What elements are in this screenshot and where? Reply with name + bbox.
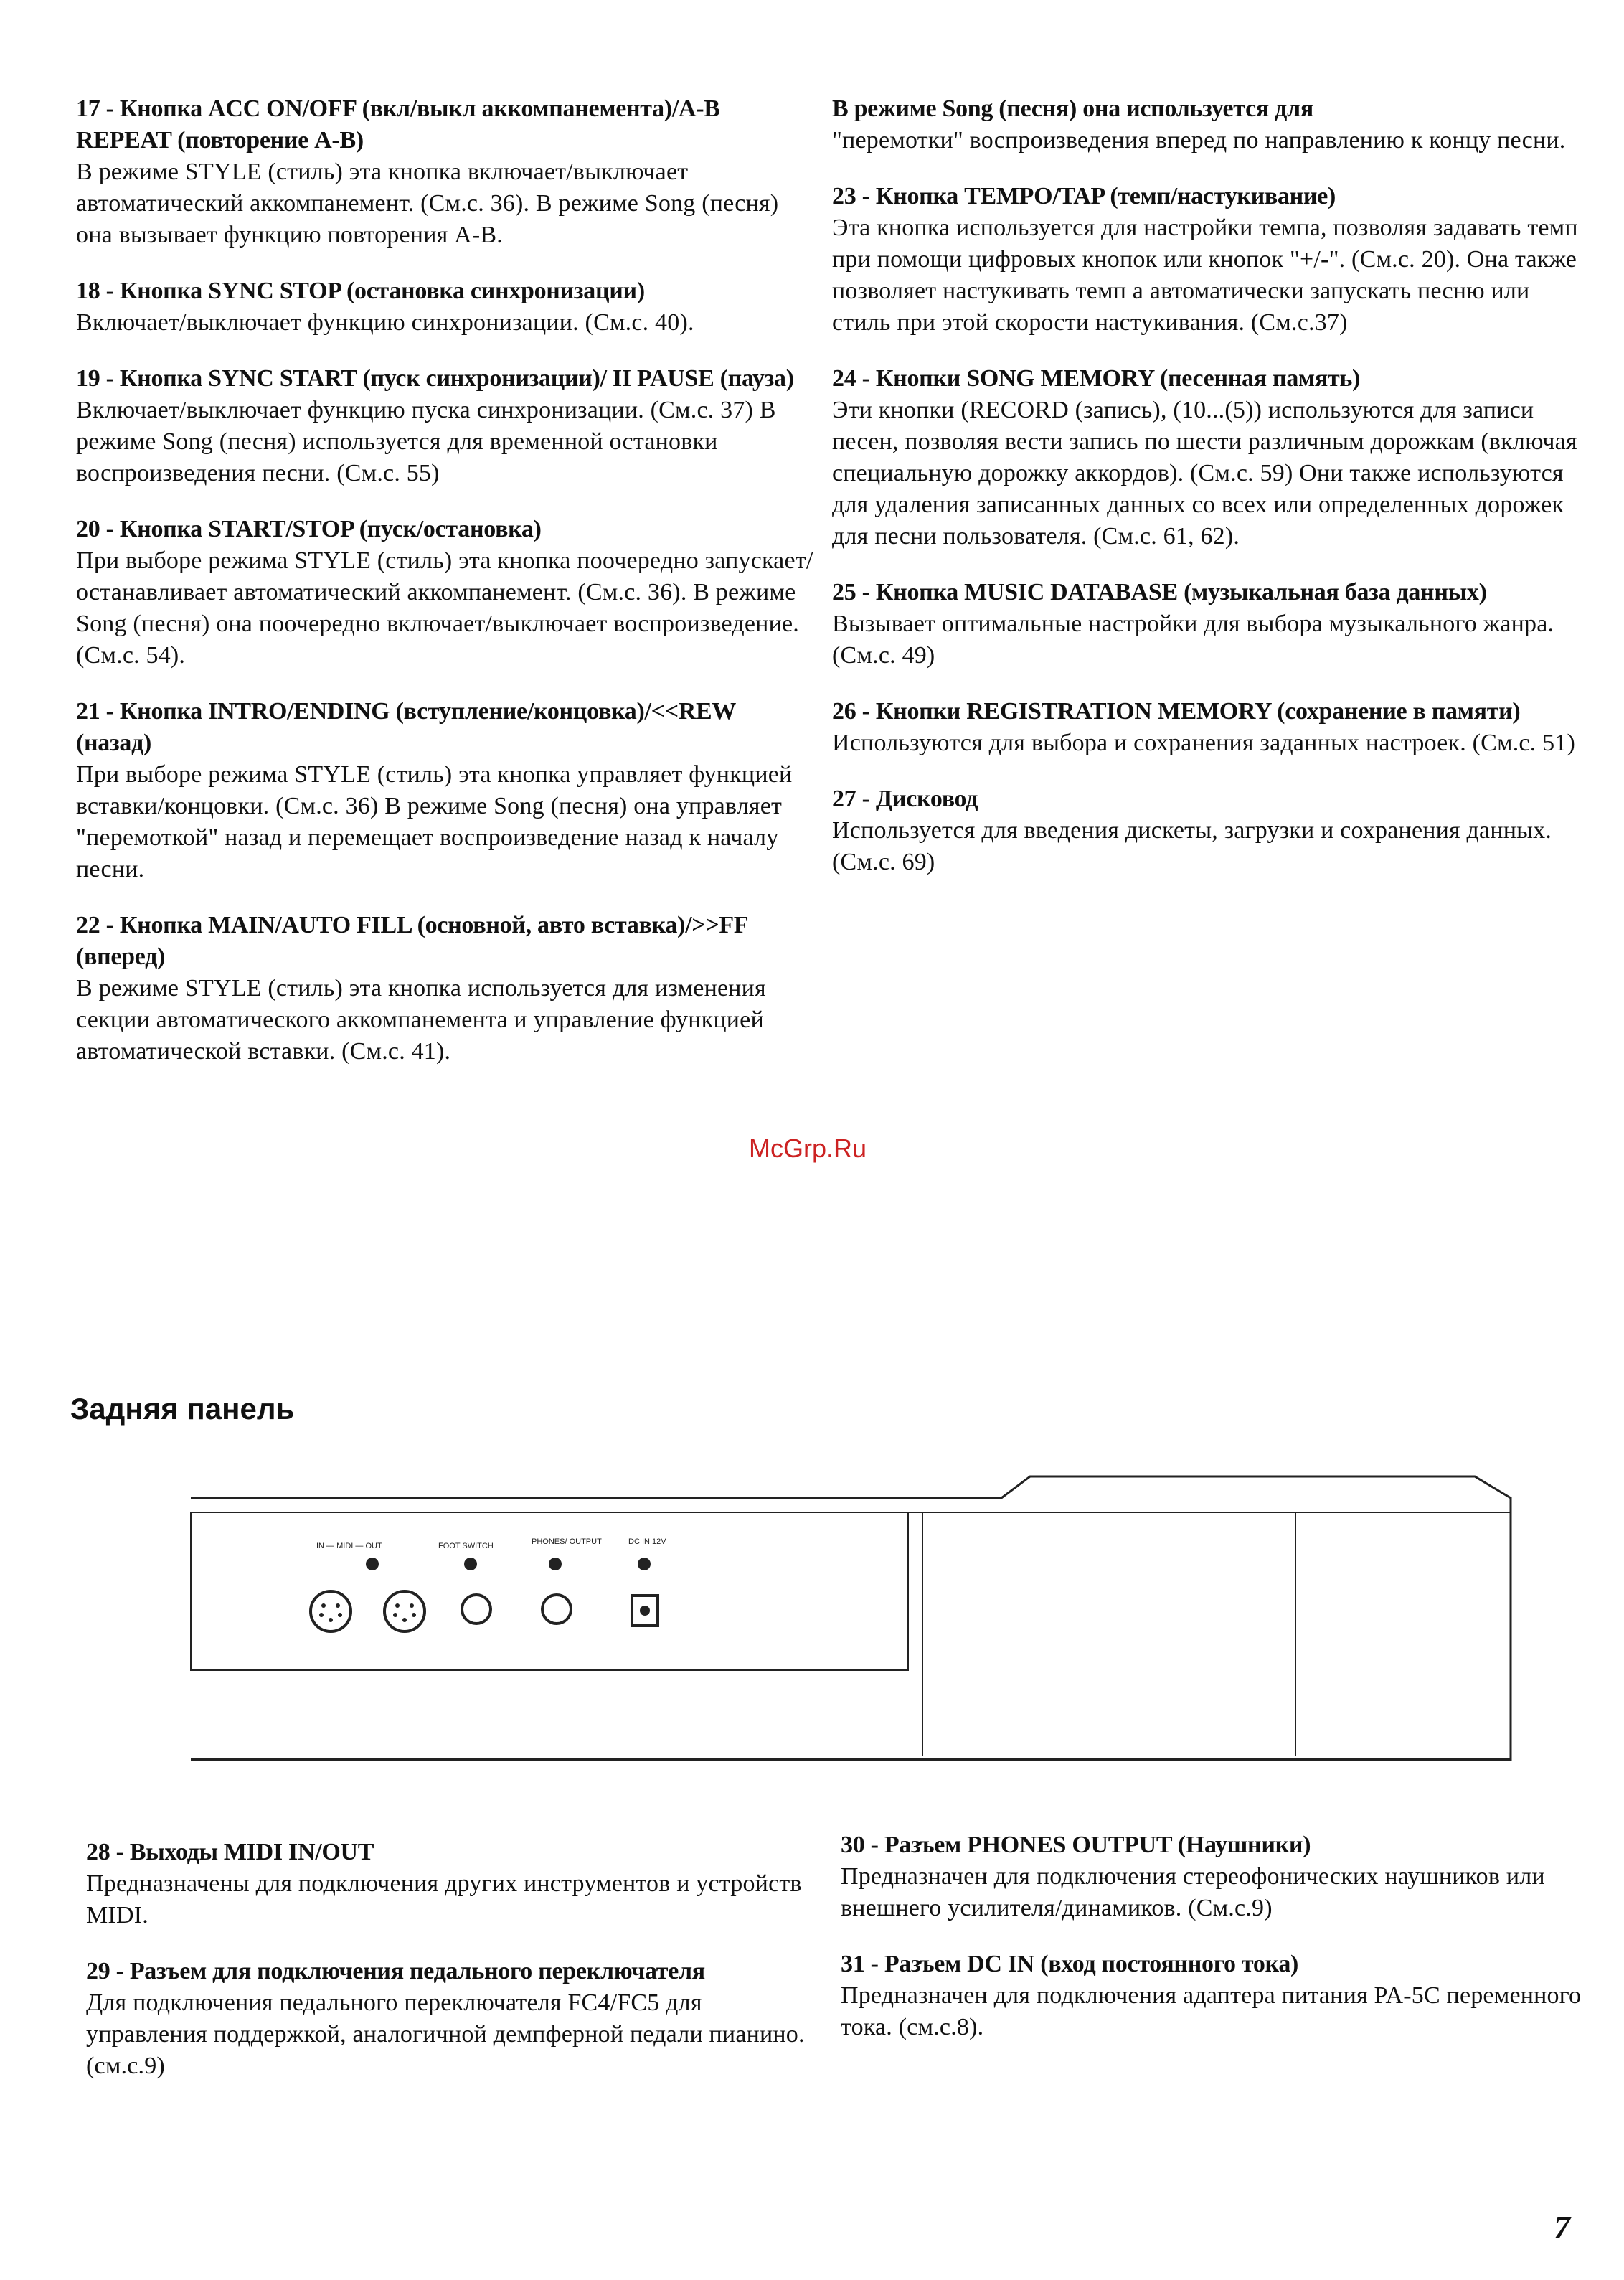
rear-panel-figure bbox=[184, 1469, 1532, 1785]
item-body: Предназначен для подключения адаптера питания PA-5C переменного тока. (см.с.8). bbox=[841, 1982, 1582, 2040]
item-31 bbox=[841, 1949, 1587, 2043]
item-title: 30 - Разъем PHONES OUTPUT (Наушники) bbox=[841, 1832, 1311, 1858]
item-title: 26 - Кнопки REGISTRATION MEMORY (сохранение в памяти) bbox=[832, 698, 1521, 725]
watermark: McGrp.Ru bbox=[749, 1134, 867, 1163]
item-body: В режиме STYLE (стиль) эта кнопка включает/выключает автоматический аккомпанемент. (См.с. 36). В режиме Song (песня) она вызывает функцию повторения A-B. bbox=[76, 159, 779, 248]
panel-outline bbox=[191, 1476, 1511, 1760]
page-number: 7 bbox=[1554, 2209, 1570, 2246]
item-body: При выборе режима STYLE (стиль) эта кнопка управляет функцией вставки/концовки. (См.с. 36) В режиме Song (песня) она управляет "перемоткой" назад и перемещает воспроизведение назад к началу песни. bbox=[76, 761, 793, 882]
right-column-bottom bbox=[841, 1829, 1587, 2068]
item-title: 21 - Кнопка INTRO/ENDING (вступление/концовка)/<<REW (назад) bbox=[76, 698, 736, 756]
item-22-continued bbox=[832, 93, 1578, 156]
phones-output-label: PHONES/ OUTPUT bbox=[532, 1537, 602, 1546]
item-18 bbox=[76, 275, 815, 339]
item-25 bbox=[832, 577, 1578, 672]
screw bbox=[366, 1558, 379, 1570]
phones-output-jack-icon bbox=[542, 1595, 571, 1624]
item-body: Используется для введения дискеты, загрузки и сохранения данных. (См.с. 69) bbox=[832, 817, 1552, 875]
item-body: Включает/выключает функцию пуска синхронизации. (См.с. 37) В режиме Song (песня) используется для временной остановки воспроизведения песни. (См.с. 55) bbox=[76, 397, 776, 486]
right-column-top bbox=[832, 93, 1578, 903]
item-body: "перемотки" воспроизведения вперед по направлению к концу песни. bbox=[832, 127, 1566, 154]
item-29 bbox=[86, 1956, 825, 2082]
item-title: В режиме Song (песня) она используется для bbox=[832, 95, 1313, 122]
item-title: 19 - Кнопка SYNC START (пуск синхронизации)/ II PAUSE (пауза) bbox=[76, 365, 794, 392]
foot-switch-jack-icon bbox=[462, 1595, 491, 1624]
item-title: 31 - Разъем DC IN (вход постоянного тока) bbox=[841, 1951, 1299, 1977]
section-title: Задняя панель bbox=[70, 1392, 295, 1426]
item-title: 23 - Кнопка TEMPO/TAP (темп/настукивание) bbox=[832, 183, 1336, 209]
item-title: 22 - Кнопка MAIN/AUTO FILL (основной, авто вставка)/>>FF (вперед) bbox=[76, 912, 748, 970]
midi-label: IN — MIDI — OUT bbox=[316, 1542, 382, 1550]
connector-area bbox=[191, 1512, 908, 1670]
item-30 bbox=[841, 1829, 1587, 1924]
item-body: Используются для выбора и сохранения заданных настроек. (См.с. 51) bbox=[832, 730, 1576, 756]
item-body: В режиме STYLE (стиль) эта кнопка используется для изменения секции автоматического аккомпанемента и управление функцией автоматической вставки. (См.с. 41). bbox=[76, 975, 766, 1065]
item-title: 25 - Кнопка MUSIC DATABASE (музыкальная база данных) bbox=[832, 579, 1487, 606]
screw bbox=[638, 1558, 651, 1570]
screw bbox=[549, 1558, 562, 1570]
left-column-bottom bbox=[86, 1837, 825, 2106]
item-title: 20 - Кнопка START/STOP (пуск/остановка) bbox=[76, 516, 542, 542]
item-title: 24 - Кнопки SONG MEMORY (песенная память) bbox=[832, 365, 1361, 392]
item-title: 28 - Выходы MIDI IN/OUT bbox=[86, 1839, 374, 1865]
midi-out-jack-icon bbox=[384, 1591, 425, 1631]
item-27 bbox=[832, 783, 1578, 878]
left-column-top bbox=[76, 93, 815, 1092]
item-title: 17 - Кнопка ACC ON/OFF (вкл/выкл аккомпанемента)/A-B REPEAT (повторение A-B) bbox=[76, 95, 720, 154]
item-20 bbox=[76, 514, 815, 672]
item-title: 18 - Кнопка SYNC STOP (остановка синхронизации) bbox=[76, 278, 645, 304]
item-title: 29 - Разъем для подключения педального переключателя bbox=[86, 1958, 705, 1984]
item-24 bbox=[832, 363, 1578, 552]
item-title: 27 - Дисковод bbox=[832, 786, 978, 812]
item-22 bbox=[76, 910, 815, 1068]
item-17 bbox=[76, 93, 815, 251]
foot-switch-label: FOOT SWITCH bbox=[438, 1542, 494, 1550]
item-26 bbox=[832, 696, 1578, 759]
midi-in-jack-icon bbox=[311, 1591, 351, 1631]
item-body: Эти кнопки (RECORD (запись), (10...(5)) используются для записи песен, позволяя вести запись по шести различным дорожкам (включая специальную дорожку аккордов). (См.с. 59) Они также используются для удаления записанных данных со всех или определенных дорожек для песни пользователя. (См.с. 61, 62). bbox=[832, 397, 1577, 550]
item-19 bbox=[76, 363, 815, 489]
item-21 bbox=[76, 696, 815, 885]
item-body: При выборе режима STYLE (стиль) эта кнопка поочередно запускает/останавливает автоматический аккомпанемент. (См.с. 36). В режиме Song (песня) она поочередно включает/выключает воспроизведение. (См.с. 54). bbox=[76, 547, 813, 669]
item-23 bbox=[832, 181, 1578, 339]
screw bbox=[464, 1558, 477, 1570]
item-body: Вызывает оптимальные настройки для выбора музыкального жанра. (См.с. 49) bbox=[832, 611, 1554, 669]
dc-in-label: DC IN 12V bbox=[628, 1537, 666, 1546]
item-body: Эта кнопка используется для настройки темпа, позволяя задавать темп при помощи цифровых кнопок или кнопок "+/-". (См.с. 20). Она также позволяет настукивать темп а автоматически запускать песню или стиль при этой скорости настукивания. (См.с.37) bbox=[832, 215, 1578, 336]
item-body: Для подключения педального переключателя FC4/FC5 для управления поддержкой, аналогичной демпферной педали пианино. (см.с.9) bbox=[86, 1989, 805, 2079]
item-28 bbox=[86, 1837, 825, 1931]
item-body: Предназначены для подключения других инструментов и устройств MIDI. bbox=[86, 1870, 802, 1928]
item-body: Предназначен для подключения стереофонических наушников или внешнего усилителя/динамиков. (См.с.9) bbox=[841, 1863, 1545, 1921]
item-body: Включает/выключает функцию синхронизации. (См.с. 40). bbox=[76, 309, 694, 336]
